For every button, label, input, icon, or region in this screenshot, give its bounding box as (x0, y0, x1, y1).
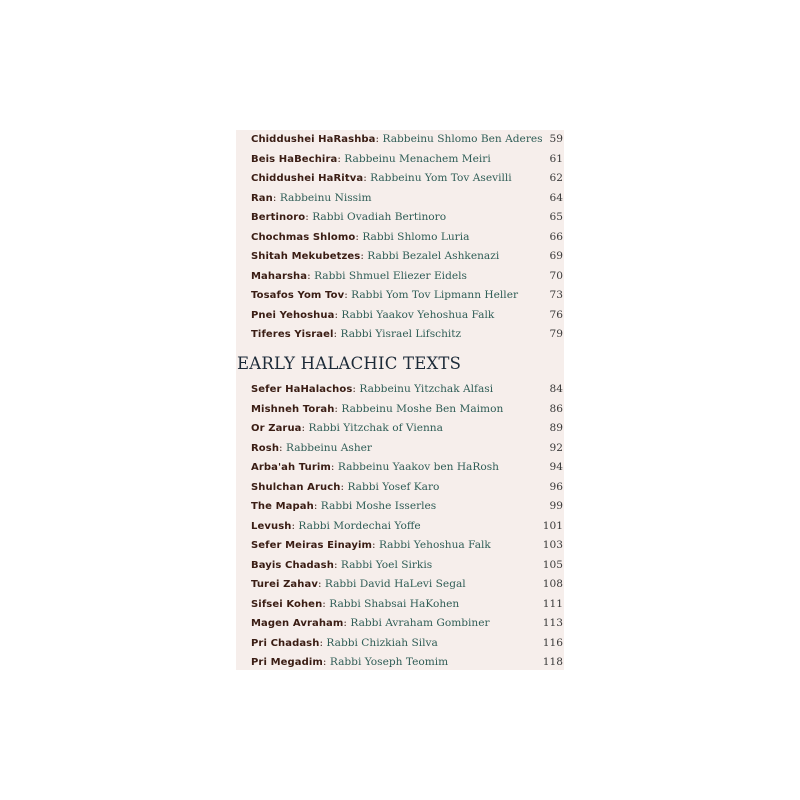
toc-entry (236, 286, 564, 306)
entry-separator: : (340, 480, 348, 493)
entry-author: Rabbi Yehoshua Falk (378, 539, 491, 551)
entry-page-number: 61 (549, 152, 563, 165)
entry-title: Bayis Chadash (251, 559, 334, 571)
entry-title: Chiddushei HaRitva (251, 173, 364, 184)
entry-title: Tiferes Yisrael (251, 329, 334, 340)
entry-page-number: 96 (549, 480, 563, 493)
toc-entry (236, 400, 564, 420)
entry-author: Rabbi Shlomo Luria (362, 230, 470, 243)
entry-separator: : (279, 441, 286, 454)
entry-page-number: 76 (549, 308, 563, 321)
toc-entry (236, 306, 564, 326)
entry-page-number: 86 (549, 402, 563, 415)
toc-entry (236, 653, 564, 673)
entry-title: Pri Megadim (251, 657, 323, 668)
entry-author: Rabbi Ovadiah Bertinoro (312, 211, 447, 223)
entry-title: Mishneh Torah (251, 403, 335, 415)
entry-title: Arba'ah Turim (251, 462, 331, 473)
entry-author: Rabbi Shmuel Eliezer Eidels (314, 269, 467, 282)
entry-author: Rabbi Yoseph Teomim (329, 656, 449, 668)
entry-title: Beis HaBechira (251, 153, 338, 165)
entry-separator: : (291, 519, 299, 532)
entry-separator: : (375, 133, 383, 145)
toc-entry (236, 267, 564, 287)
entry-page-number: 103 (542, 539, 563, 551)
entry-page-number: 79 (549, 328, 563, 340)
entry-page-number: 70 (549, 269, 563, 282)
contents-page (236, 130, 564, 670)
toc-entry (236, 497, 564, 517)
entry-author: Rabbi Yom Tov Lipmann Heller (351, 289, 519, 301)
entry-title: Tosafos Yom Tov (251, 290, 345, 301)
entry-title: Sefer HaHalachos (251, 384, 353, 395)
entry-page-number: 69 (549, 250, 563, 262)
entry-separator: : (322, 597, 330, 610)
entry-separator: : (355, 230, 363, 243)
toc-entry (236, 169, 564, 189)
entry-title: Bertinoro (251, 212, 306, 223)
entry-title: Shitah Mekubetzes (251, 251, 361, 262)
entry-title: Pnei Yehoshua (251, 309, 335, 321)
entry-separator: : (319, 636, 327, 649)
toc-entry (236, 189, 564, 209)
entry-title: Or Zarua (251, 423, 302, 434)
toc-entry (236, 380, 564, 400)
entry-separator: : (334, 402, 342, 415)
entry-page-number: 105 (542, 558, 563, 571)
entry-separator: : (322, 656, 330, 668)
entry-title: Turei Zahav (251, 579, 318, 590)
entry-author: Rabbeinu Moshe Ben Maimon (341, 402, 504, 415)
commentaries-section (236, 130, 564, 345)
section-heading: EARLY HALACHIC TEXTS (237, 354, 462, 373)
toc-entry (236, 517, 564, 537)
toc-entry (236, 325, 564, 345)
entry-separator: : (330, 461, 338, 473)
toc-entry (236, 458, 564, 478)
entry-separator: : (344, 289, 352, 301)
toc-entry (236, 614, 564, 634)
entry-author: Rabbi David HaLevi Segal (324, 578, 466, 590)
entry-author: Rabbi Moshe Isserles (320, 500, 437, 512)
entry-author: Rabbi Bezalel Ashkenazi (367, 250, 500, 262)
entry-separator: : (313, 500, 321, 512)
toc-entry (236, 228, 564, 248)
toc-entry (236, 536, 564, 556)
entry-separator: : (317, 578, 325, 590)
entry-author: Rabbi Chizkiah Silva (326, 636, 438, 649)
entry-page-number: 111 (542, 597, 563, 610)
entry-page-number: 73 (549, 289, 563, 301)
entry-author: Rabbeinu Yitzchak Alfasi (359, 383, 494, 395)
entry-title: Magen Avraham (251, 618, 344, 629)
entry-author: Rabbeinu Nissim (279, 191, 372, 204)
entry-separator: : (343, 617, 351, 629)
entry-author: Rabbi Avraham Gombiner (350, 617, 490, 629)
entry-page-number: 66 (549, 230, 563, 243)
entry-separator: : (363, 172, 371, 184)
entry-author: Rabbi Yitzchak of Vienna (308, 422, 443, 434)
entry-separator: : (301, 422, 309, 434)
toc-entry (236, 130, 564, 150)
entry-title: Sifsei Kohen (251, 598, 323, 610)
entry-title: Pri Chadash (251, 637, 320, 649)
entry-title: Rosh (251, 442, 280, 454)
entry-separator: : (305, 211, 313, 223)
toc-entry (236, 575, 564, 595)
entry-author: Rabbeinu Menachem Meiri (344, 152, 491, 165)
entry-author: Rabbi Yosef Karo (347, 480, 440, 493)
toc-entry (236, 595, 564, 615)
entry-author: Rabbi Yisrael Lifschitz (340, 328, 462, 340)
entry-author: Rabbeinu Yom Tov Asevilli (370, 172, 512, 184)
entry-separator: : (307, 269, 315, 282)
toc-entry (236, 634, 564, 654)
entry-author: Rabbi Yoel Sirkis (340, 558, 433, 571)
entry-title: Maharsha (251, 270, 308, 282)
entry-separator: : (333, 558, 341, 571)
entry-title: The Mapah (251, 501, 314, 512)
entry-author: Rabbi Shabsai HaKohen (329, 597, 460, 610)
entry-author: Rabbeinu Shlomo Ben Aderes (382, 133, 543, 145)
toc-entry (236, 150, 564, 170)
entry-list (236, 380, 564, 673)
entry-title: Ran (251, 192, 273, 204)
entry-separator: : (360, 250, 368, 262)
entry-separator: : (333, 328, 341, 340)
toc-entry (236, 478, 564, 498)
entry-author: Rabbi Yaakov Yehoshua Falk (341, 308, 495, 321)
entry-page-number: 65 (549, 211, 563, 223)
toc-entry (236, 439, 564, 459)
entry-page-number: 59 (549, 133, 563, 145)
toc-entry (236, 556, 564, 576)
entry-page-number: 116 (542, 636, 563, 649)
entry-title: Shulchan Aruch (251, 481, 341, 493)
entry-title: Levush (251, 520, 292, 532)
entry-page-number: 94 (549, 461, 563, 473)
entry-page-number: 101 (542, 519, 563, 532)
entry-page-number: 92 (549, 441, 563, 454)
toc-entry (236, 247, 564, 267)
entry-page-number: 64 (549, 191, 563, 204)
entry-separator: : (334, 308, 342, 321)
entry-page-number: 84 (549, 383, 563, 395)
entry-separator: : (272, 191, 280, 204)
entry-page-number: 118 (542, 656, 563, 668)
toc-entry (236, 419, 564, 439)
entry-list (236, 130, 564, 345)
entry-page-number: 62 (549, 172, 563, 184)
entry-author: Rabbeinu Yaakov ben HaRosh (337, 461, 499, 473)
entry-title: Chiddushei HaRashba (251, 134, 376, 145)
entry-page-number: 108 (542, 578, 563, 590)
entry-separator: : (337, 152, 345, 165)
entry-page-number: 99 (549, 500, 563, 512)
entry-separator: : (352, 383, 360, 395)
entry-page-number: 89 (549, 422, 563, 434)
toc-entry (236, 208, 564, 228)
entry-page-number: 113 (542, 617, 563, 629)
entry-author: Rabbeinu Asher (285, 441, 372, 454)
entry-title: Chochmas Shlomo (251, 231, 356, 243)
entry-author: Rabbi Mordechai Yoffe (298, 519, 421, 532)
entry-title: Sefer Meiras Einayim (251, 540, 372, 551)
early-halachic-texts-section (236, 352, 564, 673)
entry-separator: : (372, 539, 379, 551)
